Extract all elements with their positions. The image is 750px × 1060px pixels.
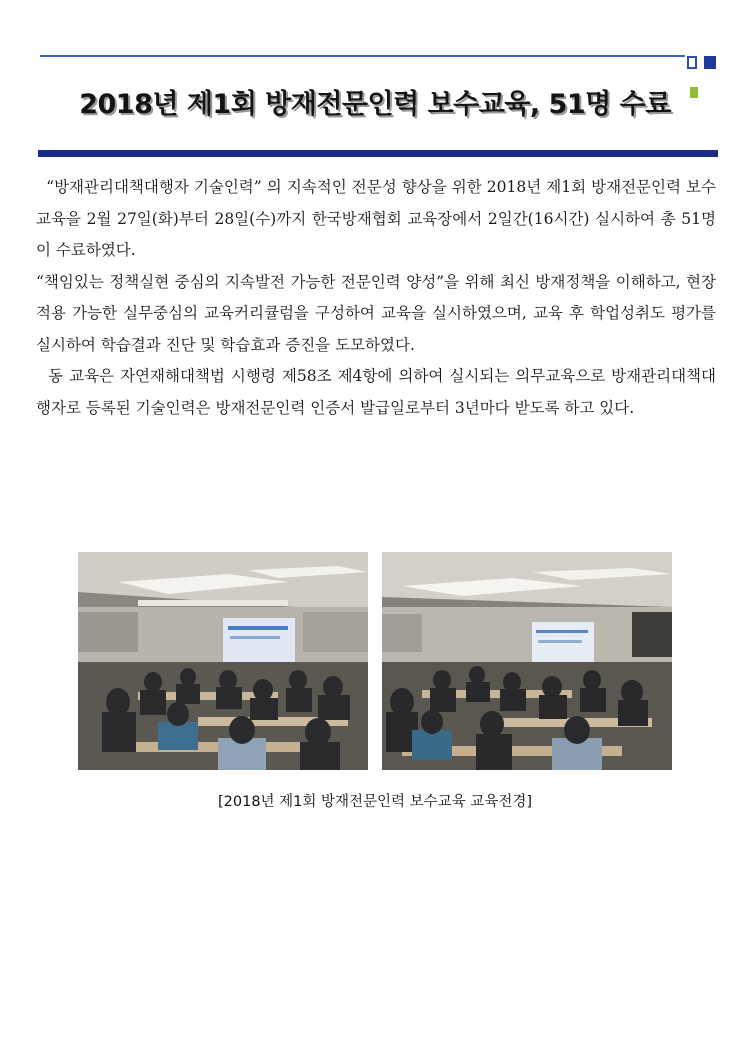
paragraph-1: “방재관리대책대행자 기술인력” 의 지속적인 전문성 향상을 위한 2018년 제1회 방재전문인력 보수교육을 2월 27일(화)부터 28일(수)까지 한국방재협회 교육장에서 2일간(16시간) 실시하여 총 51명이 수료하였다. (36, 178, 716, 259)
classroom-photo-left (78, 552, 368, 770)
article-body (36, 172, 716, 424)
decorative-green-square (690, 87, 698, 98)
decorative-outline-square (687, 56, 697, 69)
header-top-rule (40, 55, 685, 57)
decorative-filled-square (704, 56, 716, 69)
classroom-photo-right (382, 552, 672, 770)
paragraph-3: 동 교육은 자연재해대책법 시행령 제58조 제4항에 의하여 실시되는 의무교육으로 방재관리대책대행자로 등록된 기술인력은 방재전문인력 인증서 발급일로부터 3년마다 받도록 하고 있다. (36, 367, 716, 417)
photo-caption: [2018년 제1회 방재전문인력 보수교육 교육전경] (218, 794, 532, 810)
header-bottom-bar (38, 150, 718, 157)
paragraph-2: “책임있는 정책실현 중심의 지속발전 가능한 전문인력 양성”을 위해 최신 방재정책을 이해하고, 현장적용 가능한 실무중심의 교육커리큘럼을 구성하여 교육을 실시하였으며, 교육 후 학업성취도 평가를 실시하여 학습결과 진단 및 학습효과 증진을 도모하였다. (36, 272, 716, 354)
page-title: 2018년 제1회 방재전문인력 보수교육, 51명 수료 (79, 89, 671, 120)
